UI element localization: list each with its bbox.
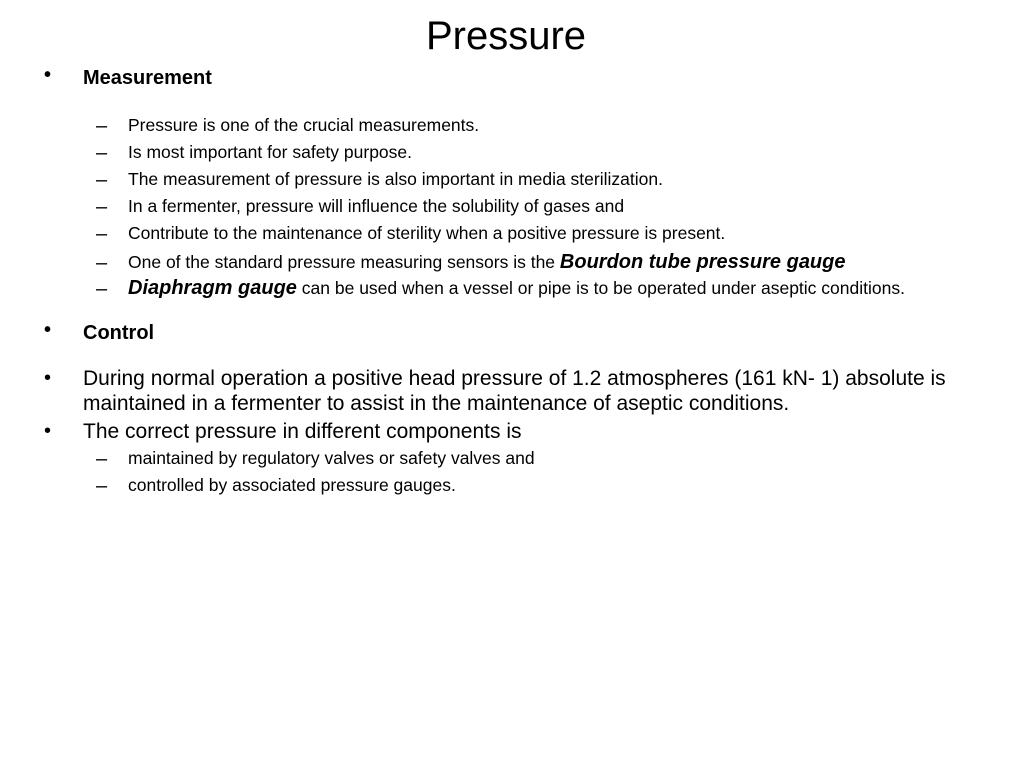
dash-icon: – (96, 142, 108, 164)
measurement-item (44, 168, 974, 190)
measurement-item-text: can be used when a vessel or pipe is to be operated under aseptic conditions. (296, 278, 905, 298)
control-sub-item-text: controlled by associated pressure gauges. (128, 475, 456, 495)
control-bullet (44, 419, 974, 444)
bullet-icon: • (44, 319, 52, 341)
bullet-icon: • (44, 64, 52, 86)
dash-icon: – (96, 169, 108, 191)
dash-icon: – (96, 196, 108, 218)
control-bullet-text: During normal operation a positive head pressure of 1.2 atmospheres (161 kN- 1) absolute is maintained in a fermenter to assist in the maintenance of aseptic conditions. (83, 367, 946, 415)
measurement-item-text: Pressure is one of the crucial measurements. (128, 115, 480, 135)
dash-icon: – (96, 223, 108, 245)
control-bullet (44, 366, 974, 416)
dash-icon: – (96, 475, 108, 497)
control-sub-item (44, 474, 974, 496)
measurement-item (44, 114, 974, 136)
diaphragm-gauge-emphasis: Diaphragm gauge (128, 277, 297, 299)
dash-icon: – (96, 448, 108, 470)
measurement-heading (44, 63, 974, 93)
measurement-item-text: The measurement of pressure is also important in media sterilization. (128, 169, 663, 189)
dash-icon: – (96, 252, 108, 274)
bourdon-gauge-emphasis: Bourdon tube pressure gauge (559, 251, 846, 273)
measurement-item (44, 251, 974, 273)
measurement-item-text: One of the standard pressure measuring sensors is the (128, 252, 560, 272)
measurement-item (44, 222, 974, 244)
control-bullet-text: The correct pressure in different components is (83, 420, 522, 443)
measurement-item (44, 141, 974, 163)
measurement-item (44, 277, 974, 300)
measurement-item-text: In a fermenter, pressure will influence the solubility of gases and (128, 196, 625, 216)
dash-icon: – (96, 278, 108, 300)
slide-title: Pressure (425, 14, 587, 58)
control-heading (44, 318, 974, 348)
measurement-item-text: Contribute to the maintenance of sterility when a positive pressure is present. (128, 223, 726, 243)
bullet-icon: • (44, 420, 52, 442)
measurement-item-text: Is most important for safety purpose. (128, 142, 413, 162)
control-heading-text: Control (83, 322, 155, 344)
measurement-heading-text: Measurement (83, 67, 212, 89)
slide-content (44, 60, 974, 496)
control-sub-item-text: maintained by regulatory valves or safety valves and (128, 448, 535, 468)
bullet-icon: • (44, 367, 52, 389)
measurement-item (44, 195, 974, 217)
control-sub-item (44, 447, 974, 469)
dash-icon: – (96, 115, 108, 137)
